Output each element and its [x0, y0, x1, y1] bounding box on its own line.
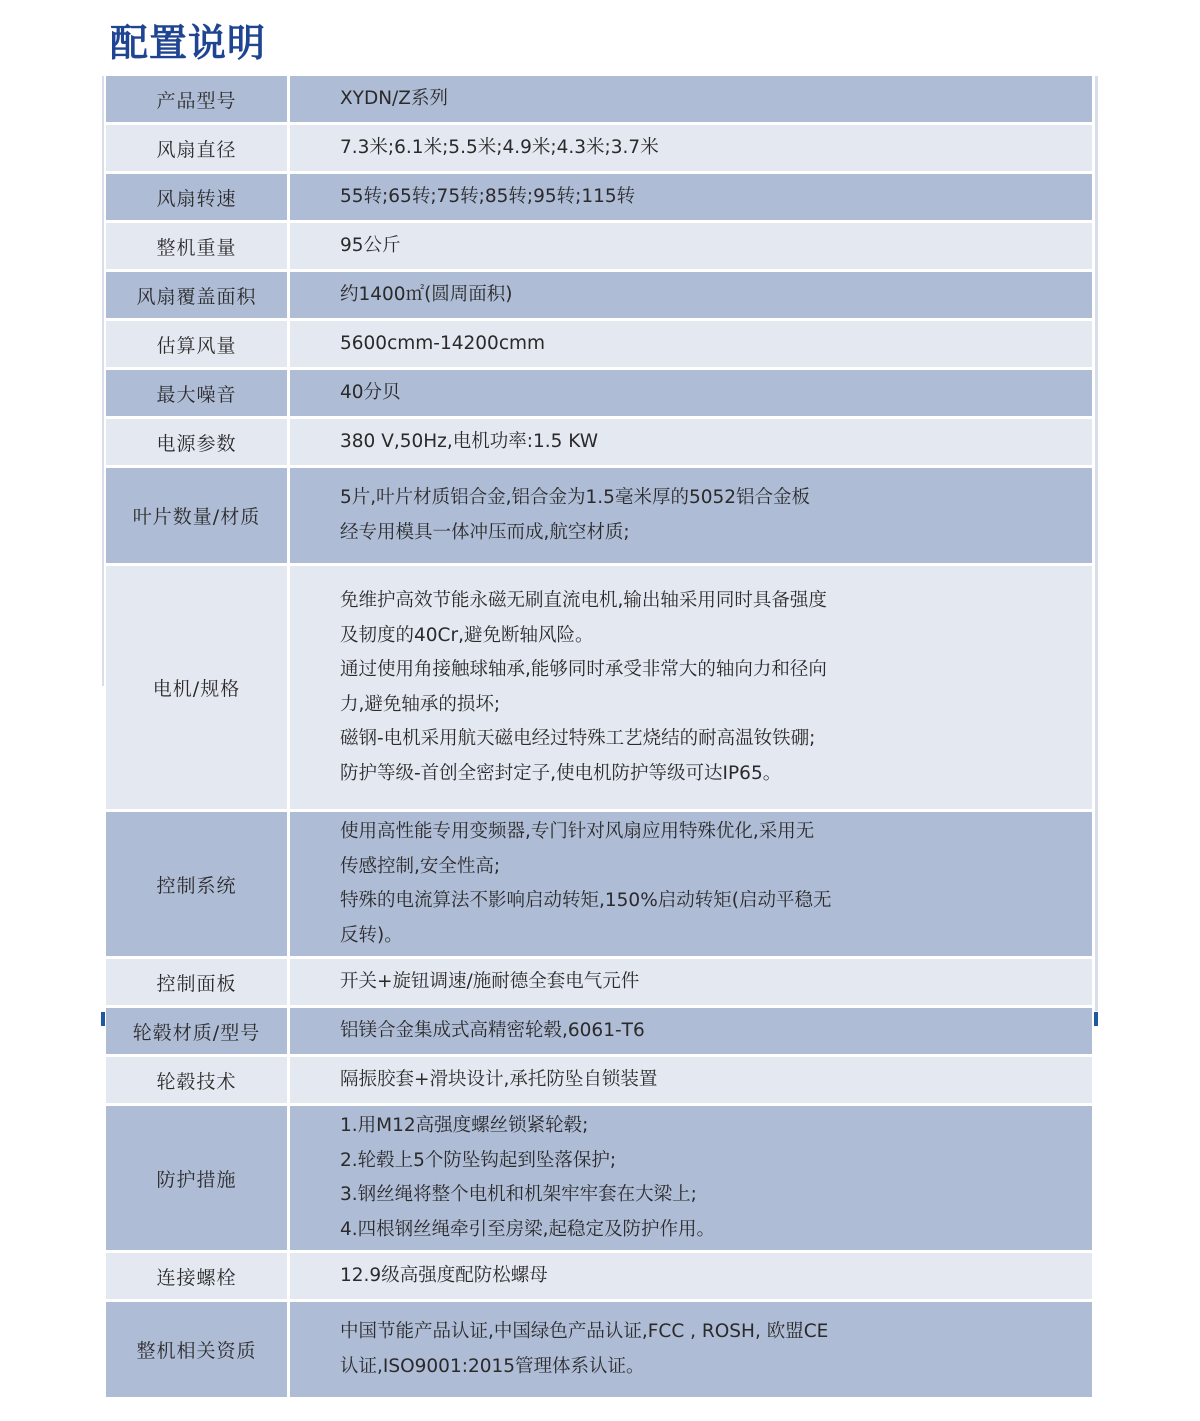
left-edge-line	[102, 76, 104, 686]
spec-row	[106, 812, 1092, 959]
spec-row	[106, 566, 1092, 812]
spec-value-line: 力,避免轴承的损坏;	[340, 693, 501, 715]
spec-value	[290, 959, 1092, 1008]
left-edge-marker	[101, 1012, 105, 1026]
page-title: 配置说明	[110, 21, 267, 65]
spec-label: 叶片数量/材质	[106, 468, 290, 566]
spec-value	[290, 321, 1092, 370]
spec-value-line: 55转;65转;75转;85转;95转;115转	[340, 185, 636, 207]
spec-label: 估算风量	[106, 321, 290, 370]
spec-table-body	[106, 76, 1092, 1400]
spec-value	[290, 174, 1092, 223]
spec-value	[290, 1057, 1092, 1106]
spec-table	[106, 76, 1092, 1400]
spec-label: 风扇直径	[106, 125, 290, 174]
spec-label: 电源参数	[106, 419, 290, 468]
spec-value-line: 4.四根钢丝绳牵引至房梁,起稳定及防护作用。	[340, 1218, 716, 1240]
spec-label: 连接螺栓	[106, 1253, 290, 1302]
spec-row	[106, 1302, 1092, 1400]
spec-value-line: 通过使用角接触球轴承,能够同时承受非常大的轴向力和径向	[340, 659, 827, 680]
spec-value-line: 使用高性能专用变频器,专门针对风扇应用特殊优化,采用无	[340, 821, 815, 842]
spec-row	[106, 223, 1092, 272]
spec-value-line: 380 V,50Hz,电机功率:1.5 KW	[340, 430, 599, 452]
spec-value	[290, 272, 1092, 321]
spec-row	[106, 1057, 1092, 1106]
spec-value-line: 3.钢丝绳将整个电机和机架牢牢套在大梁上;	[340, 1184, 697, 1205]
spec-value	[290, 812, 1092, 959]
spec-row	[106, 468, 1092, 566]
spec-row	[106, 76, 1092, 125]
spec-label: 电机/规格	[106, 566, 290, 812]
spec-label: 整机重量	[106, 223, 290, 272]
spec-row	[106, 959, 1092, 1008]
spec-value	[290, 1302, 1092, 1400]
spec-value-line: 约1400㎡(圆周面积)	[340, 283, 513, 305]
spec-row	[106, 174, 1092, 223]
spec-value-line: 反转)。	[340, 924, 403, 946]
spec-row	[106, 1253, 1092, 1302]
right-edge-line	[1095, 76, 1098, 1011]
spec-label: 风扇转速	[106, 174, 290, 223]
spec-value-line: 认证,ISO9001:2015管理体系认证。	[340, 1355, 645, 1377]
spec-value	[290, 1008, 1092, 1057]
spec-value-line: 隔振胶套+滑块设计,承托防坠自锁装置	[340, 1068, 658, 1090]
spec-value-line: 开关+旋钮调速/施耐德全套电气元件	[340, 970, 640, 992]
spec-value-line: 特殊的电流算法不影响启动转矩,150%启动转矩(启动平稳无	[340, 890, 832, 911]
spec-value-line: 中国节能产品认证,中国绿色产品认证,FCC , ROSH, 欧盟CE	[340, 1321, 829, 1342]
spec-label: 产品型号	[106, 76, 290, 125]
spec-row	[106, 1106, 1092, 1253]
spec-value-line: 7.3米;6.1米;5.5米;4.9米;4.3米;3.7米	[340, 136, 659, 158]
spec-row	[106, 370, 1092, 419]
spec-value	[290, 223, 1092, 272]
spec-value	[290, 370, 1092, 419]
spec-value-line: 铝镁合金集成式高精密轮毂,6061-T6	[340, 1019, 645, 1041]
spec-label: 轮毂材质/型号	[106, 1008, 290, 1057]
spec-label: 风扇覆盖面积	[106, 272, 290, 321]
spec-value	[290, 566, 1092, 812]
spec-value-line: 经专用模具一体冲压而成,航空材质;	[340, 521, 630, 543]
spec-row	[106, 125, 1092, 174]
spec-value-line: 5片,叶片材质铝合金,铝合金为1.5毫米厚的5052铝合金板	[340, 487, 811, 508]
spec-row	[106, 419, 1092, 468]
spec-label: 控制面板	[106, 959, 290, 1008]
spec-value	[290, 468, 1092, 566]
spec-value-line: XYDN/Z系列	[340, 87, 448, 109]
spec-value-line: 1.用M12高强度螺丝锁紧轮毂;	[340, 1115, 589, 1136]
spec-value-line: 防护等级-首创全密封定子,使电机防护等级可达IP65。	[340, 762, 782, 784]
spec-value-line: 12.9级高强度配防松螺母	[340, 1264, 548, 1286]
spec-value	[290, 419, 1092, 468]
spec-value	[290, 125, 1092, 174]
spec-row	[106, 1008, 1092, 1057]
spec-label: 整机相关资质	[106, 1302, 290, 1400]
spec-value-line: 2.轮毂上5个防坠钩起到坠落保护;	[340, 1149, 617, 1171]
spec-value-line: 传感控制,安全性高;	[340, 855, 501, 877]
spec-value-line: 及韧度的40Cr,避免断轴风险。	[340, 624, 594, 646]
right-edge-marker	[1094, 1012, 1098, 1026]
spec-label: 轮毂技术	[106, 1057, 290, 1106]
spec-value-line: 95公斤	[340, 234, 401, 256]
spec-value	[290, 1106, 1092, 1253]
spec-value	[290, 76, 1092, 125]
spec-label: 控制系统	[106, 812, 290, 959]
spec-label: 防护措施	[106, 1106, 290, 1253]
spec-value-line: 40分贝	[340, 381, 401, 403]
spec-row	[106, 272, 1092, 321]
spec-value-line: 5600cmm-14200cmm	[340, 332, 546, 354]
spec-value	[290, 1253, 1092, 1302]
spec-value-line: 免维护高效节能永磁无刷直流电机,输出轴采用同时具备强度	[340, 590, 827, 611]
spec-row	[106, 321, 1092, 370]
spec-value-line: 磁钢-电机采用航天磁电经过特殊工艺烧结的耐高温钕铁硼;	[340, 728, 816, 749]
spec-label: 最大噪音	[106, 370, 290, 419]
